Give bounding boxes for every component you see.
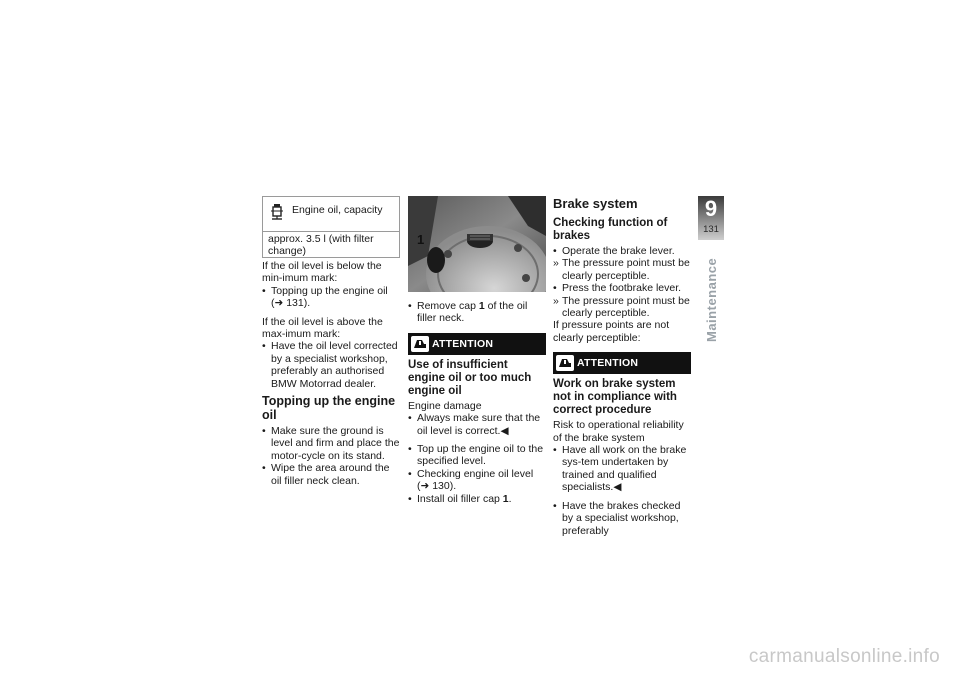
oil-filler-photo bbox=[408, 196, 546, 292]
list-item bbox=[553, 444, 691, 494]
oil-capacity-icon bbox=[270, 203, 284, 221]
link-text[interactable]: Topping up the engine oil (➜ 131). bbox=[271, 284, 388, 310]
result-item bbox=[553, 295, 691, 320]
list-item bbox=[262, 285, 400, 310]
list-item-text: Operate the brake lever. bbox=[562, 245, 675, 257]
list-item-text: Top up the engine oil to the specified level. bbox=[417, 443, 544, 468]
list-item-text: Make sure the ground is level and firm and place the motor-cycle on its stand. bbox=[271, 425, 400, 462]
list-item bbox=[408, 493, 546, 505]
list-item-text: Have the oil level corrected by a specialist workshop, preferably an authorised BMW Motorrad dealer. bbox=[271, 340, 398, 390]
bullet-marker: • bbox=[553, 444, 557, 457]
attention-banner bbox=[553, 352, 691, 374]
spec-divider bbox=[263, 231, 399, 232]
bullet-marker: • bbox=[262, 340, 266, 353]
column-right bbox=[553, 196, 691, 537]
list-item bbox=[553, 245, 691, 257]
result-text: The pressure point must be clearly perceptible. bbox=[562, 294, 690, 320]
bullet-marker: • bbox=[262, 425, 266, 438]
list-item-text: Have the brakes checked by a specialist workshop, preferably bbox=[562, 499, 681, 537]
bullet-marker: • bbox=[553, 499, 557, 512]
attention-title: Work on brake system not in compliance with correct procedure bbox=[553, 378, 677, 417]
list-item-text: Wipe the area around the oil filler neck clean. bbox=[271, 462, 390, 487]
bullet-marker: • bbox=[408, 443, 412, 456]
list-item bbox=[262, 425, 400, 462]
attention-label: ATTENTION bbox=[432, 337, 494, 350]
attention-banner bbox=[408, 333, 546, 355]
bullet-marker: • bbox=[553, 282, 557, 295]
photo-callout: 1 bbox=[417, 232, 425, 247]
paragraph: If pressure points are not clearly perceptible: bbox=[553, 319, 670, 344]
attention-text: Risk to operational reliability of the brake system bbox=[553, 419, 684, 444]
result-marker: » bbox=[553, 257, 559, 270]
oil-filler-image bbox=[408, 196, 546, 292]
list-item-text: Install oil filler cap 1. bbox=[417, 492, 512, 505]
chapter-title: Maintenance bbox=[704, 257, 719, 342]
list-item bbox=[262, 340, 400, 390]
bullet-marker: • bbox=[408, 467, 412, 480]
list-item-text: Always make sure that the oil level is correct.◀ bbox=[417, 412, 541, 437]
list-item bbox=[262, 462, 400, 487]
paragraph: If the oil level is below the min-imum mark: bbox=[262, 260, 382, 285]
page-number: 131 bbox=[703, 224, 719, 235]
list-item bbox=[553, 282, 691, 294]
chapter-tab bbox=[698, 196, 724, 240]
watermark: carmanualsonline.info bbox=[748, 646, 940, 667]
result-item bbox=[553, 257, 691, 282]
bullet-marker: • bbox=[408, 492, 412, 505]
link-text[interactable]: Checking engine oil level (➜ 130). bbox=[417, 467, 534, 493]
list-item bbox=[408, 443, 546, 468]
spec-box bbox=[262, 196, 400, 258]
list-item-text: Have all work on the brake sys-tem undertaken by trained and qualified specialists.◀ bbox=[562, 444, 687, 494]
list-item bbox=[408, 300, 546, 325]
section-heading: Topping up the engine oil bbox=[262, 394, 396, 423]
warning-icon bbox=[411, 336, 429, 352]
list-item-text: Press the footbrake lever. bbox=[562, 282, 682, 295]
column-left bbox=[262, 196, 400, 487]
column-middle bbox=[408, 196, 546, 505]
bullet-marker: • bbox=[262, 284, 266, 297]
section-title: Brake system bbox=[553, 196, 638, 211]
list-item-text: Remove cap 1 of the oil filler neck. bbox=[417, 300, 528, 325]
bullet-marker: • bbox=[553, 245, 557, 257]
bullet-marker: • bbox=[408, 300, 412, 312]
attention-text: Engine damage bbox=[408, 399, 482, 412]
warning-icon bbox=[556, 355, 574, 371]
spec-value: approx. 3.5 l (with filter change) bbox=[268, 233, 374, 258]
list-item bbox=[408, 468, 546, 493]
result-marker: » bbox=[553, 294, 559, 307]
list-item bbox=[553, 500, 691, 537]
bullet-marker: • bbox=[408, 412, 412, 425]
attention-label: ATTENTION bbox=[577, 357, 639, 370]
subsection-title: Checking function of brakes bbox=[553, 217, 668, 242]
attention-title: Use of insufficient engine oil or too much engine oil bbox=[408, 358, 532, 397]
spec-heading: Engine oil, capacity bbox=[292, 204, 383, 216]
result-text: The pressure point must be clearly perceptible. bbox=[562, 257, 690, 282]
list-item bbox=[408, 412, 546, 437]
paragraph: If the oil level is above the max-imum mark: bbox=[262, 315, 383, 341]
bullet-marker: • bbox=[262, 462, 266, 475]
chapter-number: 9 bbox=[704, 196, 718, 221]
